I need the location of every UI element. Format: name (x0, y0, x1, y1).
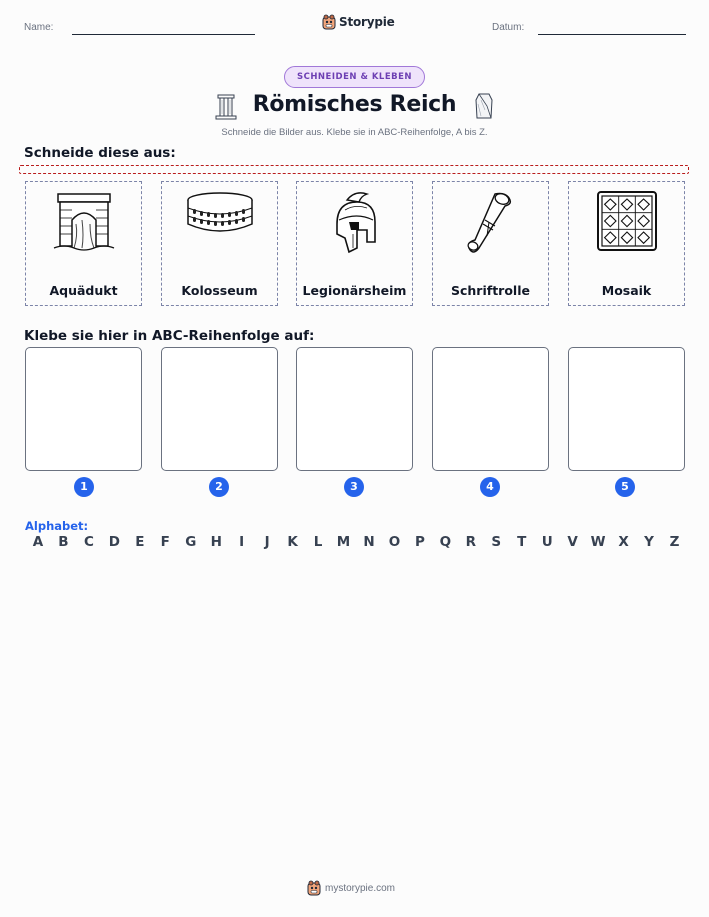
instructions: Schneide die Bilder aus. Klebe sie in ABC-Reihenfolge, A bis Z. (221, 127, 488, 138)
alphabet-letter: M (336, 534, 351, 550)
colosseum-icon (185, 190, 255, 240)
cut-card-legionaersheim[interactable] (296, 181, 413, 306)
cut-card-label: Mosaik (601, 283, 652, 298)
name-field-line[interactable] (72, 34, 255, 35)
cut-card-mosaik[interactable] (568, 181, 685, 306)
cut-line (19, 165, 689, 174)
alphabet-letter: E (135, 534, 145, 550)
alphabet-letter: U (541, 534, 553, 550)
cut-section-heading: Schneide diese aus: (24, 145, 176, 161)
brand-logo (322, 14, 395, 30)
storypie-mascot-icon (322, 14, 336, 30)
alphabet-letter: Y (644, 534, 654, 550)
alphabet-letter: Q (439, 534, 452, 550)
alphabet-letter: F (160, 534, 170, 550)
cut-card-label: Schriftrolle (451, 283, 530, 298)
cut-card-label: Aquädukt (49, 283, 118, 298)
paste-section-heading: Klebe sie hier in ABC-Reihenfolge auf: (24, 328, 315, 344)
alphabet-letter: N (363, 534, 375, 550)
page-title: Römisches Reich (252, 92, 457, 117)
alphabet-letter: B (58, 534, 69, 550)
storypie-mascot-icon (307, 880, 321, 896)
alphabet-letter: H (210, 534, 222, 550)
name-label: Name: (24, 22, 54, 33)
alphabet-letter: O (388, 534, 401, 550)
brand-name: Storypie (339, 15, 395, 29)
paste-box-4[interactable] (432, 347, 549, 471)
slot-number: 5 (615, 477, 635, 497)
cut-card-aquaedukt[interactable] (25, 181, 142, 306)
cut-card-kolosseum[interactable] (161, 181, 278, 306)
legionary-helmet-icon (327, 190, 383, 256)
slot-number: 2 (209, 477, 229, 497)
mosaic-icon (596, 190, 658, 252)
alphabet-label: Alphabet: (25, 519, 89, 533)
paste-box-5[interactable] (568, 347, 685, 471)
cut-card-label: Legionärsheim (302, 283, 407, 298)
alphabet-letter: J (264, 534, 270, 550)
cut-card-label: Kolosseum (181, 283, 258, 298)
alphabet-letter: P (414, 534, 425, 550)
slot-number: 4 (480, 477, 500, 497)
worksheet-header (24, 14, 686, 38)
activity-badge: SCHNEIDEN & KLEBEN (284, 66, 425, 88)
alphabet-letter: A (32, 534, 44, 550)
alphabet-letter: Z (669, 534, 680, 550)
footer-url: mystorypie.com (325, 882, 396, 894)
cut-card-schriftrolle[interactable] (432, 181, 549, 306)
alphabet-letter: R (465, 534, 477, 550)
paste-box-1[interactable] (25, 347, 142, 471)
alphabet-letter: C (83, 534, 94, 550)
alphabet-letter: G (185, 534, 197, 550)
alphabet-letter: I (239, 534, 245, 550)
alphabet-letter: K (287, 534, 298, 550)
toga-icon (472, 92, 496, 120)
alphabet-letter: S (491, 534, 502, 550)
alphabet-letter: X (618, 534, 629, 550)
paste-box-2[interactable] (161, 347, 278, 471)
date-label: Datum: (492, 22, 525, 33)
alphabet-letter: L (313, 534, 323, 550)
scroll-icon (463, 190, 519, 256)
alphabet-letter: W (590, 534, 606, 550)
footer (307, 880, 395, 896)
slot-number: 1 (74, 477, 94, 497)
paste-box-3[interactable] (296, 347, 413, 471)
alphabet-letter: D (108, 534, 120, 550)
alphabet-letter: V (567, 534, 578, 550)
alphabet-letter: T (517, 534, 527, 550)
date-field-line[interactable] (538, 34, 686, 35)
slot-number: 3 (344, 477, 364, 497)
aqueduct-icon (52, 190, 116, 252)
